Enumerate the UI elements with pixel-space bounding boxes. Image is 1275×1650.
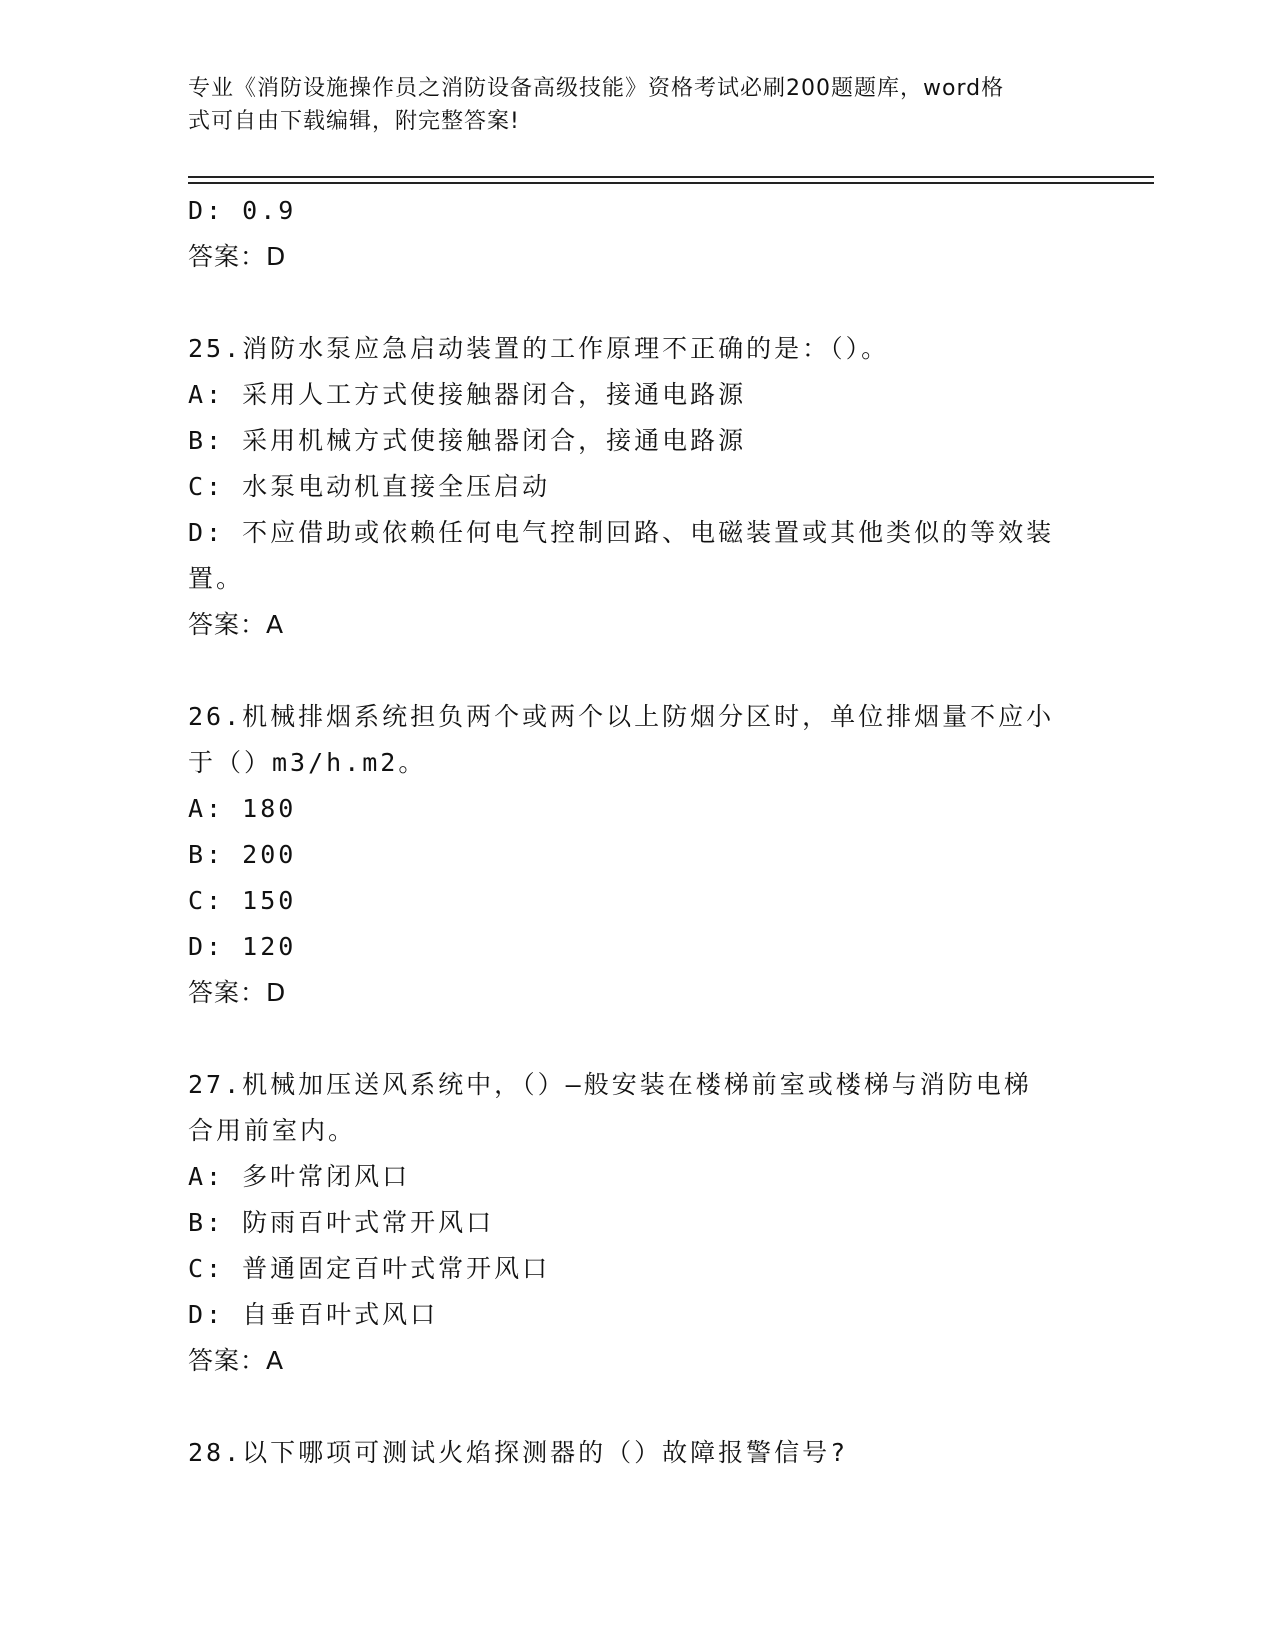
option-d-continued: 置。 [188,564,245,593]
question-list [188,188,1088,1476]
header-divider-top [188,176,1154,178]
option-d: D: 120 [188,932,297,961]
question-28 [188,1430,1088,1476]
prev-answer: 答案：D [188,242,287,271]
question-stem-continued: 于（）m3/h.m2。 [188,748,427,777]
header-line-1: 专业《消防设施操作员之消防设备高级技能》资格考试必刷200题题库，word格 [188,76,1005,101]
option-a: A: 采用人工方式使接触器闭合，接通电路源 [188,380,747,409]
document-header [188,72,1068,138]
answer: 答案：A [188,610,285,639]
option-b: B: 200 [188,840,297,869]
option-c: C: 普通固定百叶式常开风口 [188,1254,551,1283]
option-a: A: 180 [188,794,297,823]
header-line-2: 式可自由下载编辑，附完整答案! [188,109,520,134]
option-d: D: 不应借助或依赖任何电气控制回路、电磁装置或其他类似的等效装 [188,518,1055,547]
option-c: C: 水泵电动机直接全压启动 [188,472,551,501]
header-divider-bottom [188,182,1154,184]
option-b: B: 采用机械方式使接触器闭合，接通电路源 [188,426,747,455]
answer: 答案：D [188,978,287,1007]
question-27 [188,1062,1088,1384]
question-stem: 26.机械排烟系统担负两个或两个以上防烟分区时，单位排烟量不应小 [188,702,1055,731]
option-d: D: 自垂百叶式风口 [188,1300,439,1329]
option-c: C: 150 [188,886,297,915]
option-b: B: 防雨百叶式常开风口 [188,1208,495,1237]
question-26 [188,694,1088,1016]
prev-option-d: D: 0.9 [188,196,297,225]
question-stem-continued: 合用前室内。 [188,1116,357,1145]
option-a: A: 多叶常闭风口 [188,1162,411,1191]
answer: 答案：A [188,1346,285,1375]
question-stem: 25.消防水泵应急启动装置的工作原理不正确的是：（）。 [188,334,890,363]
question-25 [188,326,1088,648]
question-stem: 27.机械加压送风系统中，（）—般安装在楼梯前室或楼梯与消防电梯 [188,1070,1032,1099]
question-stem: 28.以下哪项可测试火焰探测器的（）故障报警信号? [188,1438,849,1467]
